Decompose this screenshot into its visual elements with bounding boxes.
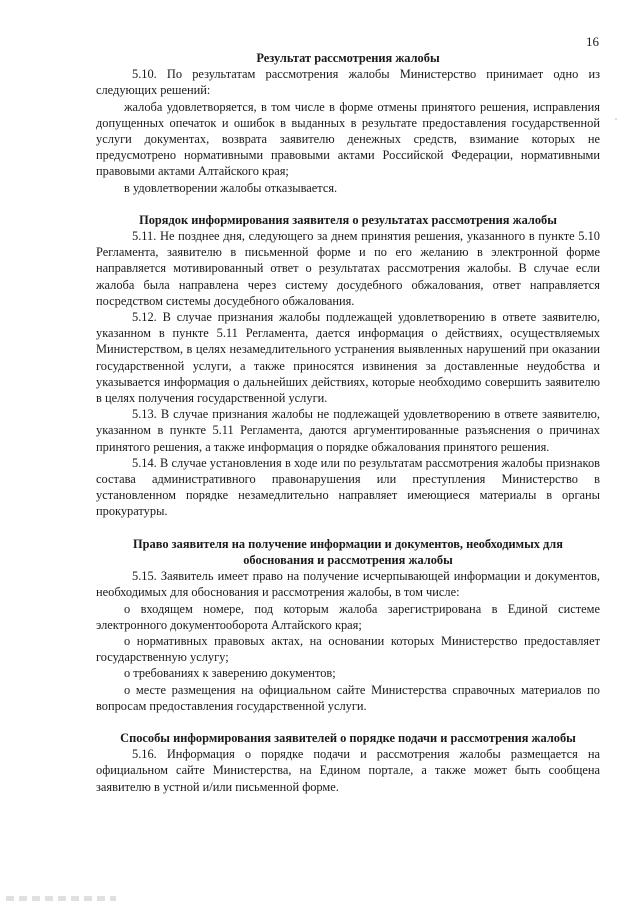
paragraph-5-12: 5.12. В случае признания жалобы подлежащей удовлетворению в ответе заявителю, указанном в пункте 5.11 Регламента, дается информация о действиях, осуществляемых Министерством, в целях незамедлительного устранения выявленных нарушений при оказании государственной услуги, а также приносятся извинения за доставленные неудобства и указывается информация о дальнейших действиях, которые необходимо совершить заявителю в целях получения государственной услуги. (96, 310, 600, 406)
list-item-incoming-number: о входящем номере, под которым жалоба зарегистрирована в Единой системе электронного документооборота Алтайского края; (96, 601, 600, 632)
section-heading-rights (96, 536, 600, 568)
document-body (96, 50, 600, 795)
section-heading-rights-line2: обоснования и рассмотрения жалобы (243, 552, 453, 567)
list-item-reference-materials: о месте размещения на официальном сайте Министерства справочных материалов по вопросам предоставления государственной услуги. (96, 682, 600, 713)
list-item-complaint-rejected: в удовлетворении жалобы отказывается. (124, 180, 338, 195)
list-item-legal-acts: о нормативных правовых актах, на основании которых Министерство предоставляет государственную услугу; (96, 633, 600, 665)
section-heading-rights-line1: Право заявителя на получение информации и документов, необходимых для (133, 536, 563, 551)
scan-artifact (615, 118, 617, 120)
scan-edge-artifact (6, 896, 116, 901)
paragraph-5-13: 5.13. В случае признания жалобы не подлежащей удовлетворению в ответе заявителю, указанном в пункте 5.11 Регламента, даются аргументированные разъяснения о причинах принятого решения, а также информация о порядке обжалования принятого решения. (96, 407, 600, 454)
page-number: 16 (586, 34, 599, 49)
paragraph-5-15: 5.15. Заявитель имеет право на получение исчерпывающей информации и документов, необходимых для обоснования и рассмотрения жалобы, в том числе: (96, 569, 600, 600)
paragraph-5-11: 5.11. Не позднее дня, следующего за днем принятия решения, указанного в пункте 5.10 Регламента, заявителю в письменной форме и по его желанию в электронной форме направляется мотивированный ответ о результатах рассмотрения жалобы. В случае если жалоба была направлена через систему досудебного обжалования, ответ направляется посредством системы досудебного обжалования. (96, 229, 600, 308)
paragraph-5-10: 5.10. По результатам рассмотрения жалобы Министерство принимает одно из следующих решений: (96, 67, 600, 98)
list-item-complaint-satisfied: жалоба удовлетворяется, в том числе в форме отмены принятого решения, исправления допущенных опечаток и ошибок в выданных в результате предоставления государственной услуги документах, возврата заявителю денежных средств, взимание которых не предусмотрено нормативными правовыми актами Российской Федерации, нормативными правовыми актами Алтайского края; (96, 99, 600, 179)
section-heading-result: Результат рассмотрения жалобы (256, 51, 440, 65)
section-heading-methods: Способы информирования заявителей о порядке подачи и рассмотрения жалобы (120, 730, 576, 745)
section-heading-informing: Порядок информирования заявителя о результатах рассмотрения жалобы (139, 212, 557, 227)
paragraph-5-16: 5.16. Информация о порядке подачи и рассмотрения жалобы размещается на официальном сайте Министерства, на Едином портале, а также может быть сообщена заявителю в устной и/или письменной форме. (96, 747, 600, 794)
paragraph-5-14: 5.14. В случае установления в ходе или по результатам рассмотрения жалобы признаков состава административного правонарушения или преступления Министерство в установленном порядке незамедлительно направляет имеющиеся материалы в органы прокуратуры. (96, 455, 600, 519)
list-item-certification: о требованиях к заверению документов; (124, 666, 336, 681)
